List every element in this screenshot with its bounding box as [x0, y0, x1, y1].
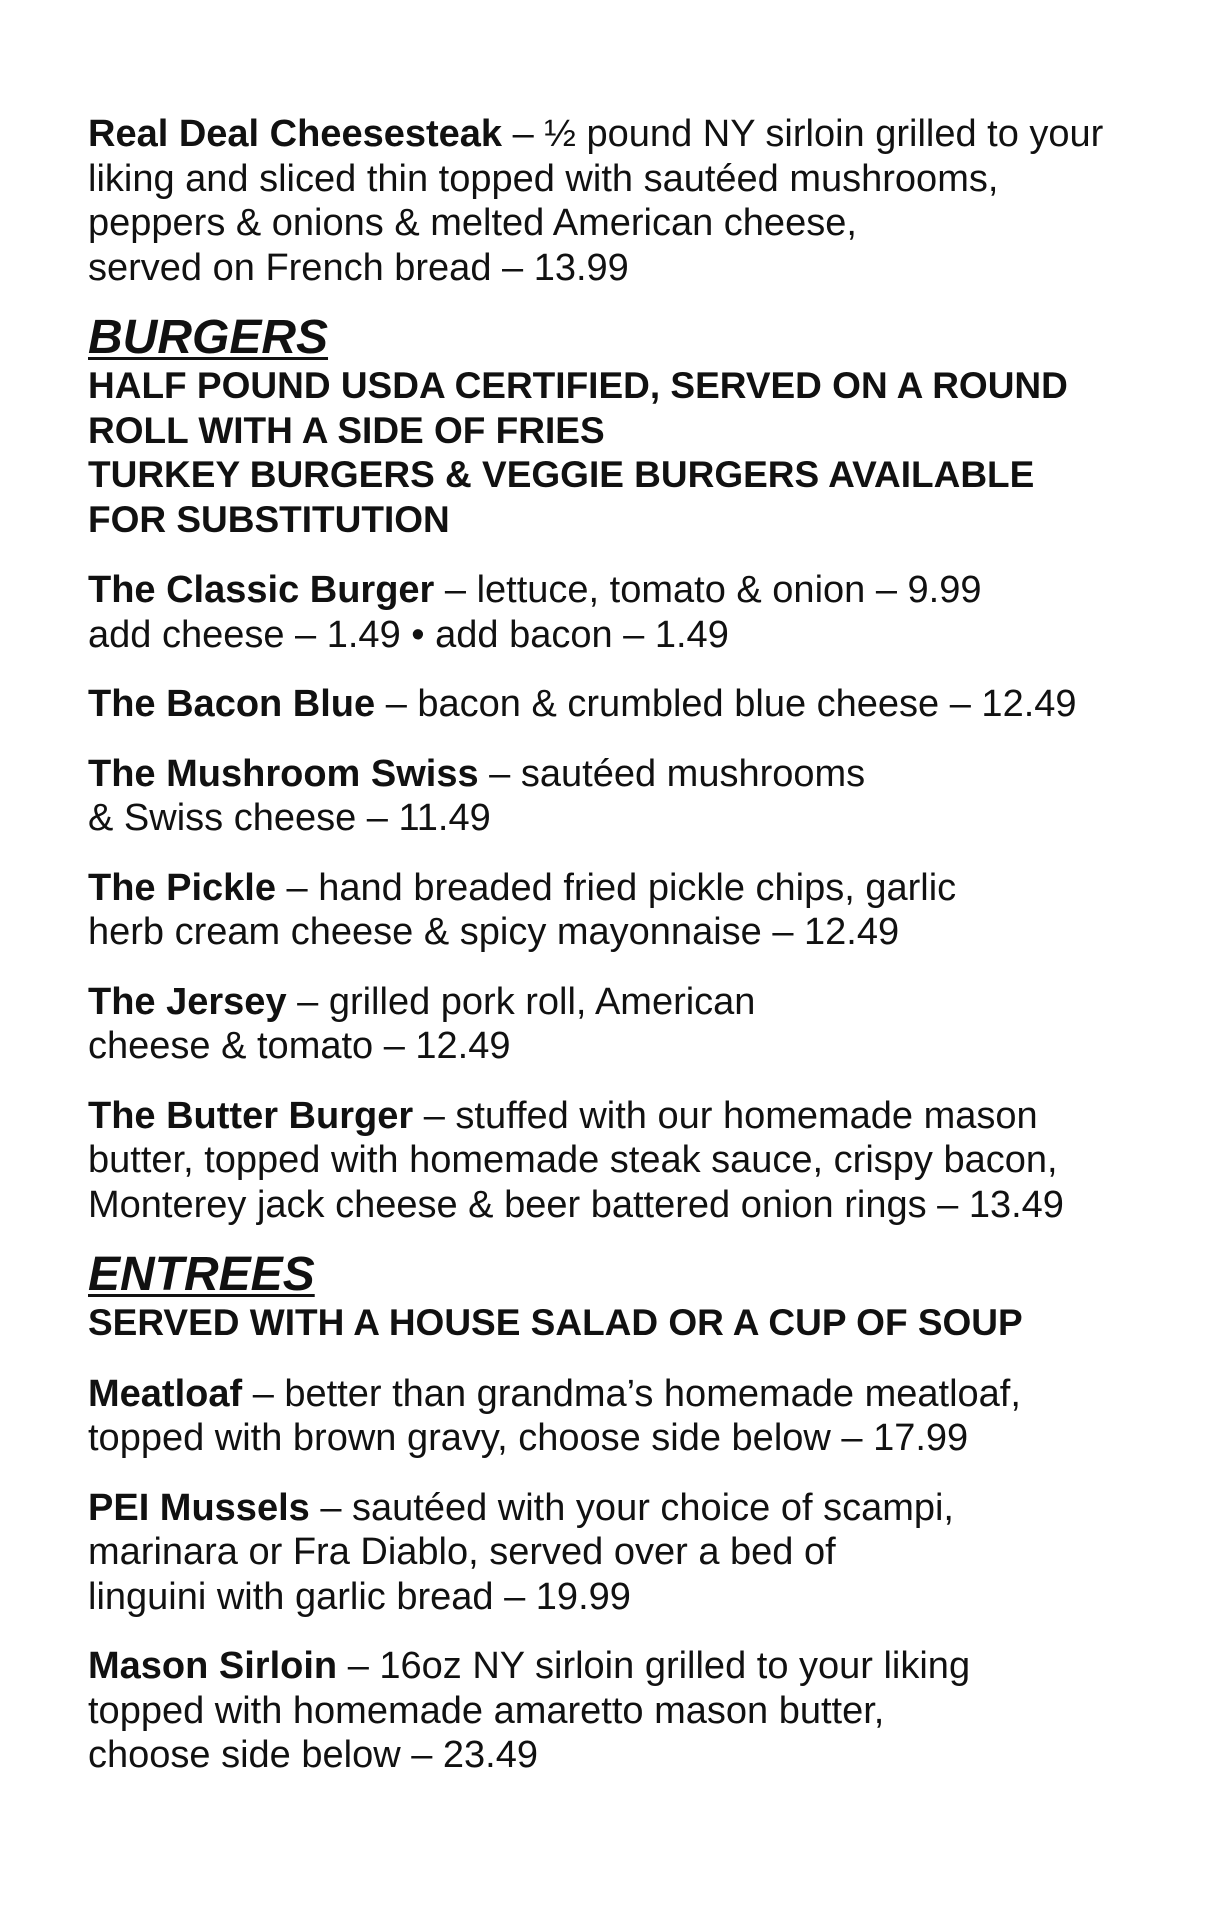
- menu-item-line: add cheese – 1.49 • add bacon – 1.49: [88, 613, 729, 656]
- menu-item-name: Mason Sirloin: [88, 1645, 338, 1687]
- menu-item-name: PEI Mussels: [88, 1486, 310, 1529]
- menu-item-bacon-blue: [88, 682, 1168, 727]
- menu-item-meatloaf: [88, 1372, 1168, 1461]
- menu-item-line: served on French bread – 13.99: [88, 246, 629, 289]
- menu-item-line: herb cream cheese & spicy mayonnaise – 12.49: [88, 911, 900, 953]
- menu-item-line: [88, 1094, 1168, 1139]
- menu-item-line: butter, topped with homemade steak sauce, crispy bacon,: [88, 1139, 1058, 1181]
- section-subtitle-line: SERVED WITH A HOUSE SALAD OR A CUP OF SOUP: [88, 1302, 1023, 1343]
- menu-item-line: topped with brown gravy, choose side below – 17.99: [88, 1417, 969, 1459]
- menu-item-pickle: [88, 866, 1168, 955]
- menu-item-line: cheese & tomato – 12.49: [88, 1025, 511, 1067]
- menu-item-line: [88, 1372, 1168, 1417]
- menu-item-description: – sautéed mushrooms: [478, 752, 866, 795]
- menu-item-line: [88, 752, 1168, 797]
- menu-item-real-deal-cheesesteak: [88, 112, 1168, 290]
- menu-item-line: marinara or Fra Diablo, served over a bed of: [88, 1531, 836, 1573]
- section-subtitle-line: FOR SUBSTITUTION: [88, 498, 450, 540]
- menu-item-line: [88, 980, 1168, 1025]
- menu-item-name: Real Deal Cheesesteak: [88, 113, 503, 155]
- menu-item-jersey: [88, 980, 1168, 1069]
- menu-item-description: – sautéed with your choice of scampi,: [309, 1486, 954, 1529]
- section-subtitle: [88, 364, 1168, 542]
- menu-item-description: – lettuce, tomato & onion – 9.99: [434, 569, 982, 611]
- section-subtitle-line: HALF POUND USDA CERTIFIED, SERVED ON A ROUND: [88, 365, 1068, 406]
- menu-item-description: – hand breaded fried pickle chips, garlic: [275, 866, 957, 909]
- section-title: ENTREES: [88, 1248, 315, 1301]
- menu-item-description: – better than grandma’s homemade meatloaf,: [242, 1372, 1021, 1415]
- section-subtitle: [88, 1301, 1168, 1346]
- menu-item-name: Meatloaf: [88, 1372, 243, 1415]
- menu-item-butter-burger: [88, 1094, 1168, 1228]
- section-entrees: [88, 1249, 1168, 1778]
- menu-item-pei-mussels: [88, 1486, 1168, 1620]
- menu-item-line: [88, 1486, 1168, 1531]
- menu-item-line: [88, 568, 1168, 613]
- menu-item-name: The Jersey: [88, 980, 287, 1023]
- menu-item-line: & Swiss cheese – 11.49: [88, 797, 491, 839]
- menu-item-mason-sirloin: [88, 1644, 1168, 1778]
- menu-item-mushroom-swiss: [88, 752, 1168, 841]
- section-burgers: [88, 312, 1168, 1227]
- menu-item-line: choose side below – 23.49: [88, 1734, 538, 1776]
- menu-page: [88, 112, 1168, 1778]
- menu-item-line: liking and sliced thin topped with sautéed mushrooms,: [88, 157, 999, 200]
- section-title: BURGERS: [88, 311, 329, 364]
- menu-item-line: peppers & onions & melted American cheese,: [88, 202, 857, 244]
- menu-item-name: The Classic Burger: [88, 569, 435, 611]
- menu-item-line: [88, 112, 1168, 157]
- menu-item-description: – 16oz NY sirloin grilled to your liking: [337, 1645, 971, 1687]
- menu-item-name: The Butter Burger: [88, 1094, 414, 1137]
- menu-item-classic-burger: [88, 568, 1168, 657]
- section-subtitle-line: ROLL WITH A SIDE OF FRIES: [88, 409, 605, 451]
- menu-item-name: The Pickle: [88, 866, 276, 909]
- menu-item-name: The Bacon Blue: [88, 683, 376, 725]
- menu-item-line: [88, 1644, 1168, 1689]
- menu-item-description: – ½ pound NY sirloin grilled to your: [502, 113, 1104, 155]
- menu-item-name: The Mushroom Swiss: [88, 752, 479, 795]
- menu-item-description: – stuffed with our homemade mason: [413, 1094, 1038, 1137]
- menu-item-description: – grilled pork roll, American: [286, 980, 756, 1023]
- menu-item-line: topped with homemade amaretto mason butter,: [88, 1689, 885, 1732]
- menu-item-line: linguini with garlic bread – 19.99: [88, 1575, 631, 1618]
- section-subtitle-line: TURKEY BURGERS & VEGGIE BURGERS AVAILABLE: [88, 454, 1035, 495]
- menu-item-line: [88, 682, 1168, 727]
- menu-item-line: [88, 866, 1168, 911]
- menu-item-description: – bacon & crumbled blue cheese – 12.49: [375, 683, 1077, 725]
- menu-item-line: Monterey jack cheese & beer battered onion rings – 13.49: [88, 1183, 1064, 1226]
